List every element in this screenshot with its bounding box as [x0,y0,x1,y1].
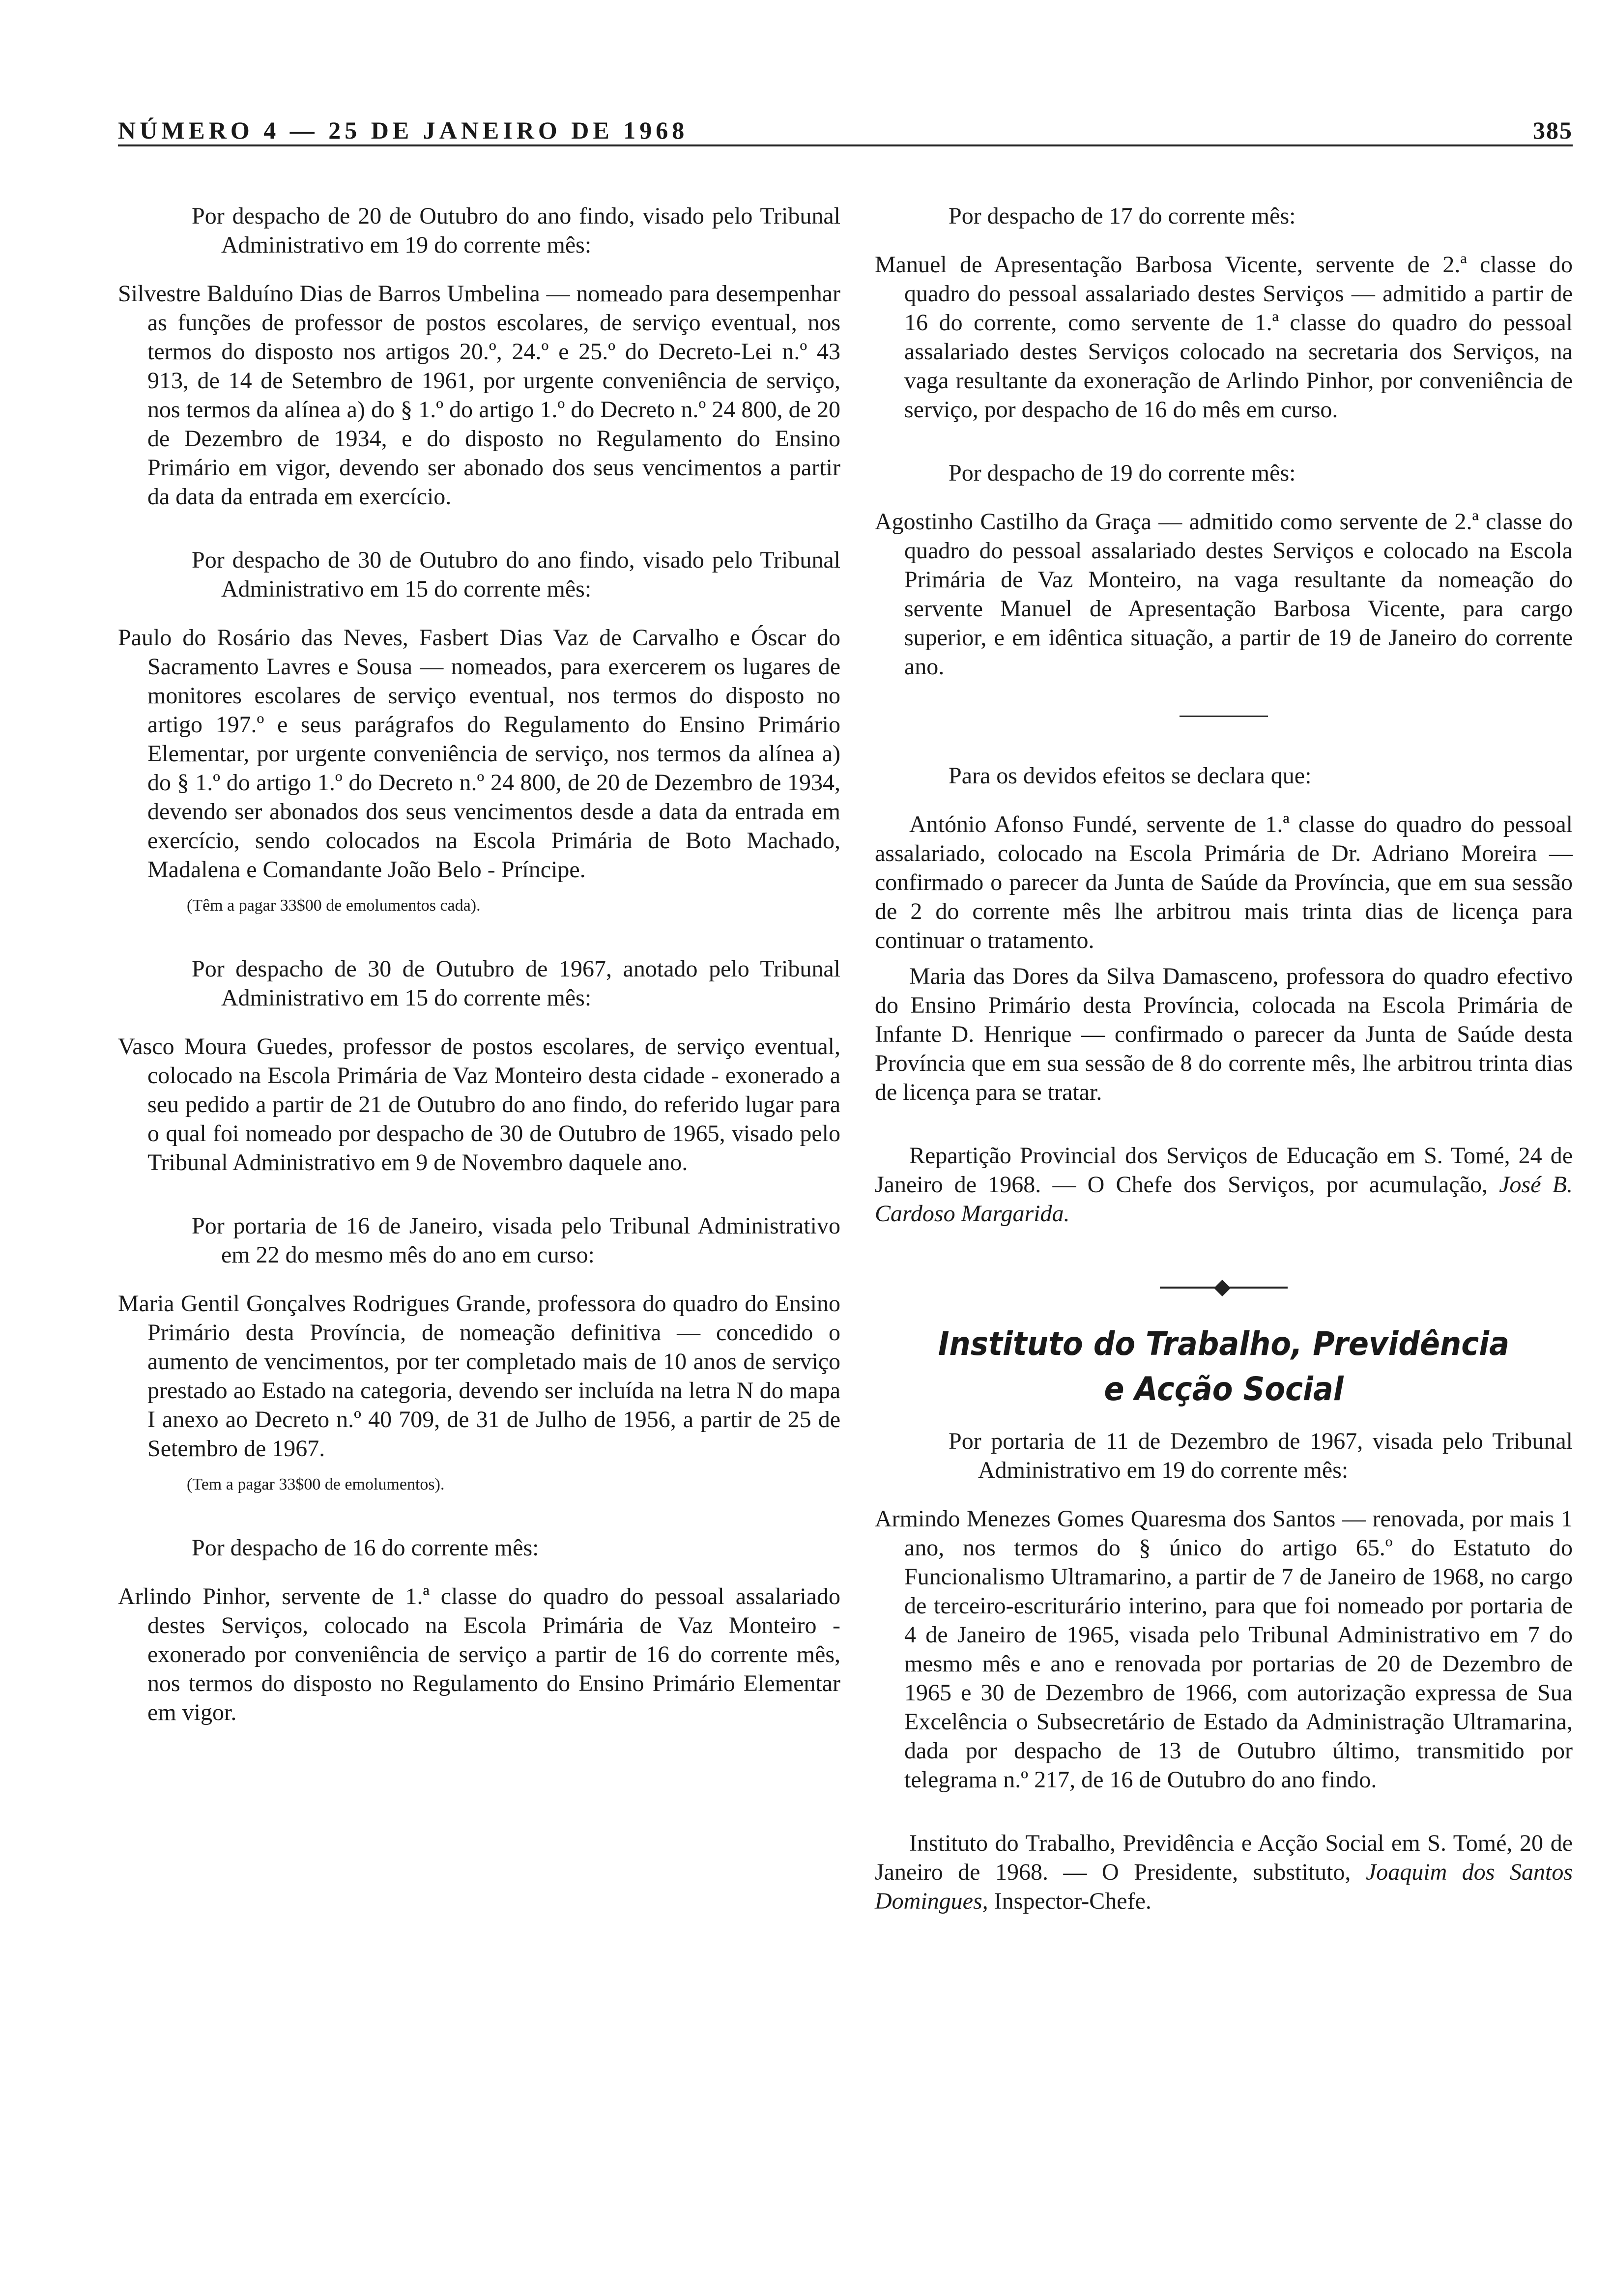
appointment-entry: Arlindo Pinhor, servente de 1.ª classe do quadro do pessoal assalariado destes Serviços, colocado na Escola Primária de Vaz Monteiro - exonerado por conveniência de serviço a partir de 16 do corrente mês, nos termos do disposto no Regulamento do Ensino Primário Elementar em vigor. [118,1583,840,1725]
right-column [875,201,1573,1923]
despacho-intro: Por despacho de 17 do corrente mês: [949,203,1296,229]
header-title: NÚMERO 4 — 25 DE JANEIRO DE 1968 [118,116,689,144]
section-title-line: Instituto do Trabalho, Previdência [938,1325,1510,1363]
signatory-name: Joaquim dos Santos Domingues, [875,1859,1573,1914]
page-number: 385 [1533,116,1573,144]
emolument-note: (Tem a pagar 33$00 de emolumentos). [187,1475,445,1493]
section-divider [1180,716,1268,717]
declaration-intro: Para os devidos efeitos se declara que: [949,763,1312,789]
declaration-paragraph: Maria das Dores da Silva Damasceno, professora do quadro efectivo do Ensino Primário desta Província, colocada na Escola Primária de Infante D. Henrique — confirmado o parecer da Junta de Saúde desta Província que em sua sessão de 8 do corrente mês, lhe arbitrou trinta dias de licença para se tratar. [875,963,1573,1105]
despacho-intro: Por despacho de 20 de Outubro do ano findo, visado pelo Tribunal Administrativo em 19 do corrente mês: [192,203,840,258]
portaria-intro: Por portaria de 16 de Janeiro, visada pelo Tribunal Administrativo em 22 do mesmo mês do ano em curso: [192,1213,840,1268]
signature-block [875,1829,1573,1916]
despacho-intro: Por despacho de 19 do corrente mês: [949,460,1296,486]
appointment-entry: Vasco Moura Guedes, professor de postos escolares, de serviço eventual, colocado na Escola Primária de Vaz Monteiro desta cidade - exonerado a seu pedido a partir de 21 de Outubro do ano findo, do referido lugar para o qual foi nomeado por despacho de 30 de Outubro de 1965, visado pelo Tribunal Administrativo em 9 de Novembro daquele ano. [118,1033,840,1176]
appointment-entry: Agostinho Castilho da Graça — admitido como servente de 2.ª classe do quadro do pessoal assalariado destes Serviços e colocado na Escola Primária de Vaz Monteiro, na vaga resultante da nomeação do servente Manuel de Apresentação Barbosa Vicente, para cargo superior, e em idêntica situação, a partir de 19 de Janeiro do corrente ano. [875,509,1573,680]
signatory-role: Inspector-Chefe. [994,1888,1151,1914]
signature-text: Repartição Provincial dos Serviços de Educação em S. Tomé, 24 de Janeiro de 1968. — O Chefe dos Serviços, por acumulação, [875,1143,1573,1198]
portaria-intro: Por portaria de 11 de Dezembro de 1967, visada pelo Tribunal Administrativo em 19 do corrente mês: [949,1428,1573,1483]
page-header [118,109,1573,146]
appointment-entry: Silvestre Balduíno Dias de Barros Umbelina — nomeado para desempenhar as funções de professor de postos escolares, de serviço eventual, nos termos do disposto nos artigos 20.º, 24.º e 25.º do Decreto-Lei n.º 43 913, de 14 de Setembro de 1961, por urgente conveniência de serviço, nos termos da alínea a) do § 1.º do artigo 1.º do Decreto n.º 24 800, de 20 de Dezembro de 1934, e do disposto no Regulamento do Ensino Primário em vigor, devendo ser abonado dos seus vencimentos a partir da data da entrada em exercício. [118,281,840,510]
despacho-intro: Por despacho de 30 de Outubro de 1967, anotado pelo Tribunal Administrativo em 15 do corrente mês: [192,956,840,1011]
left-column [118,201,840,1734]
emolument-note: (Têm a pagar 33$00 de emolumentos cada). [187,896,481,915]
appointment-entry: Paulo do Rosário das Neves, Fasbert Dias Vaz de Carvalho e Óscar do Sacramento Lavres e Sousa — nomeados, para exercerem os lugares de monitores escolares de serviço eventual, nos termos do disposto no artigo 197.º e seus parágrafos do Regulamento do Ensino Primário Elementar, por urgente conveniência de serviço, nos termos da alínea a) do § 1.º do artigo 1.º do Decreto n.º 24 800, de 20 de Dezembro de 1934, devendo ser abonados dos seus vencimentos desde a data da entrada em exercício, sendo colocados na Escola Primária de Boto Machado, Madalena e Comandante João Belo - Príncipe. [118,625,840,883]
declaration-paragraph: António Afonso Fundé, servente de 1.ª classe do quadro do pessoal assalariado, colocado na Escola Primária de Dr. Adriano Moreira — confirmado o parecer da Junta de Saúde da Província, que em sua sessão de 2 do corrente mês lhe arbitrou mais trinta dias de licença para continuar o tratamento. [875,811,1573,953]
section-title-line: e Acção Social [1104,1370,1344,1408]
signatory-name: José B. Cardoso Margarida. [875,1172,1573,1227]
ornament-divider [1160,1282,1288,1292]
signature-block [875,1141,1573,1228]
appointment-entry: Armindo Menezes Gomes Quaresma dos Santos — renovada, por mais 1 ano, nos termos do § único do artigo 65.º do Estatuto do Funcionalismo Ultramarino, a partir de 7 de Janeiro de 1968, no cargo de terceiro-escriturário interino, para que foi nomeado por portaria de 4 de Janeiro de 1965, visada pelo Tribunal Administrativo em 7 do mesmo mês e ano e renovada por portarias de 20 de Dezembro de 1965 e 30 de Dezembro de 1966, com autorização expressa de Sua Excelência o Subsecretário de Estado da Administração Ultramarina, dada por despacho de 13 de Outubro último, transmitido por telegrama n.º 217, de 16 de Outubro do ano findo. [875,1506,1573,1793]
appointment-entry: Manuel de Apresentação Barbosa Vicente, servente de 2.ª classe do quadro do pessoal assalariado destes Serviços — admitido a partir de 16 do corrente, como servente de 1.ª classe do quadro do pessoal assalariado destes Serviços colocado na secretaria dos Serviços, na vaga resultante da exoneração de Arlindo Pinhor, por conveniência de serviço, por despacho de 16 do mês em curso. [875,252,1573,423]
despacho-intro: Por despacho de 16 do corrente mês: [192,1535,539,1561]
section-title [903,1321,1545,1412]
appointment-entry: Maria Gentil Gonçalves Rodrigues Grande, professora do quadro do Ensino Primário desta Província, de nomeação definitiva — concedido o aumento de vencimentos, por ter completado mais de 10 anos de serviço prestado ao Estado na categoria, devendo ser incluída na letra N do mapa I anexo ao Decreto n.º 40 709, de 31 de Julho de 1956, a partir de 25 de Setembro de 1967. [118,1291,840,1462]
despacho-intro: Por despacho de 30 de Outubro do ano findo, visado pelo Tribunal Administrativo em 15 do corrente mês: [192,547,840,602]
signature-text: Instituto do Trabalho, Previdência e Acção Social em S. Tomé, 20 de Janeiro de 1968. — O Presidente, substituto, [875,1830,1573,1885]
